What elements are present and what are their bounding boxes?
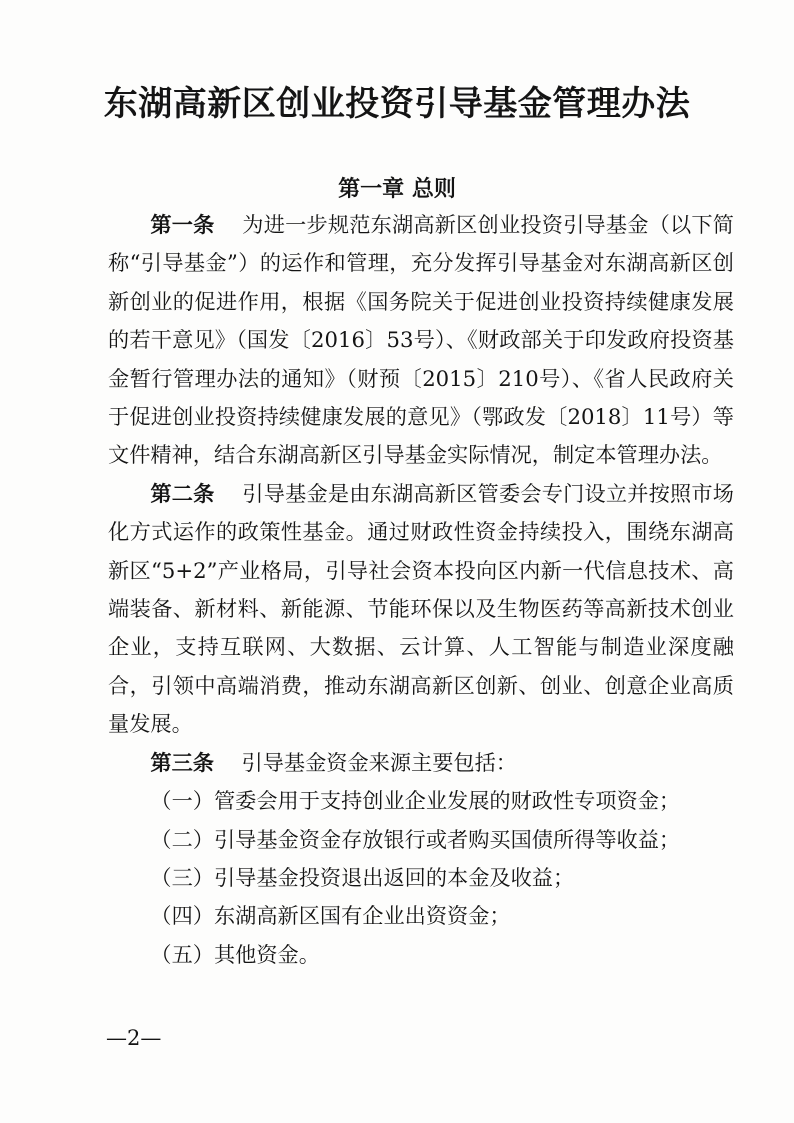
article-1 [108,206,734,475]
article-3-label: 第三条 [150,749,214,775]
article-3 [108,744,734,782]
chapter-heading: 第一章 总则 [338,177,456,202]
article-2-text: 引导基金是由东湖高新区管委会专门设立并按照市场化方式运作的政策性基金。通过财政性资金持续投入，围绕东湖高新区“5+2”产业格局，引导社会资本投向区内新一代信息技术、高端装备、新材料、新能源、节能环保以及生物医药等高新技术创业企业，支持互联网、大数据、云计算、人工智能与制造业深度融合，引领中高端消费，推动东湖高新区创新、创业、创意企业高质量发展。 [108,480,734,737]
funding-source-item: （一）管委会用于支持创业企业发展的财政性专项资金； [150,788,681,814]
page-number: —2— [106,1026,162,1050]
funding-source-item: （四）东湖高新区国有企业出资资金； [150,903,511,929]
funding-source-item: （二）引导基金资金存放银行或者购买国债所得等收益； [150,826,681,852]
article-2-label: 第二条 [150,480,215,506]
document-title: 东湖高新区创业投资引导基金管理办法 [103,84,691,124]
document-body [108,206,734,974]
article-1-label: 第一条 [150,212,215,237]
funding-source-item: （三）引导基金投资退出返回的本金及收益； [150,864,575,890]
article-2 [108,475,734,744]
article-1-text: 为进一步规范东湖高新区创业投资引导基金（以下简称“引导基金”）的运作和管理，充分发挥引导基金对东湖高新区创新创业的促进作用，根据《国务院关于促进创业投资持续健康发展的若干意见》（国发〔2016〕53号）、《财政部关于印发政府投资基金暂行管理办法的通知》（财预〔2015〕210号）、《省人民政府关于促进创业投资持续健康发展的意见》（鄂政发〔2018〕11号）等文件精神，结合东湖高新区引导基金实际情况，制定本管理办法。 [108,212,734,468]
funding-source-item: （五）其他资金。 [150,941,320,967]
article-3-text: 引导基金资金来源主要包括： [241,749,517,775]
